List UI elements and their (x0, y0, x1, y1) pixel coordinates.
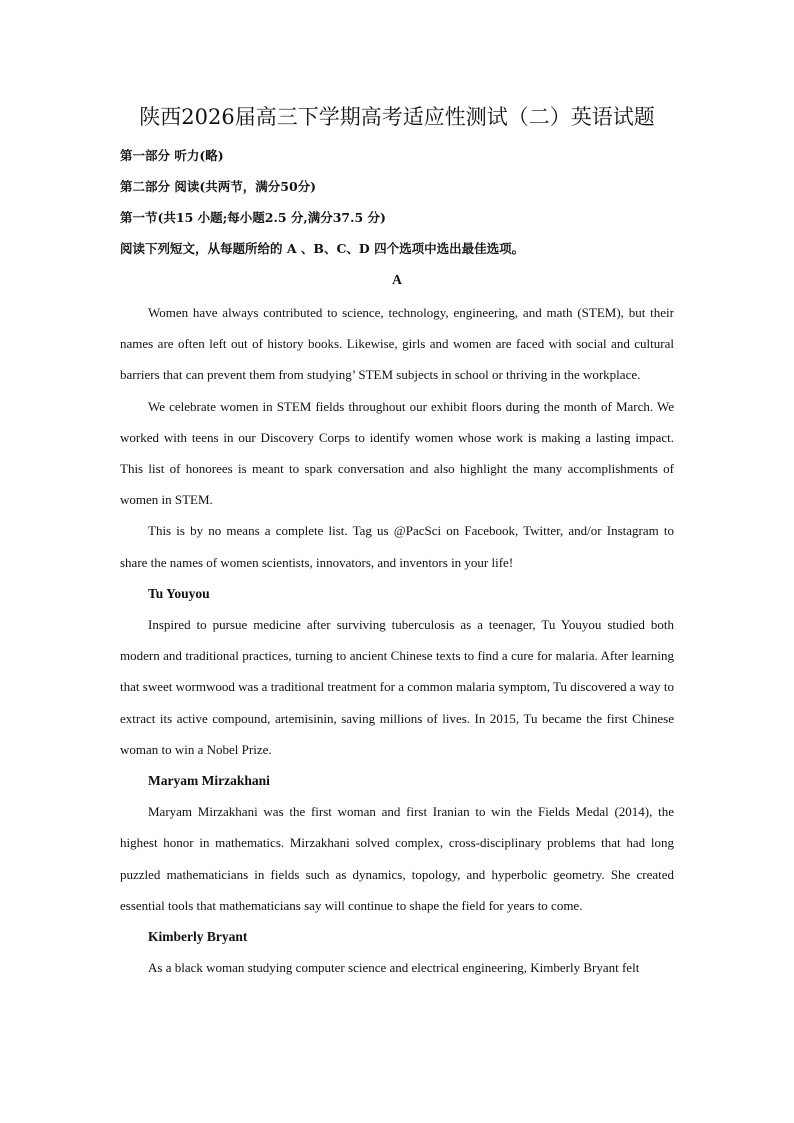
person-name: Kimberly Bryant (148, 929, 248, 945)
person-name: Tu Youyou (148, 585, 210, 601)
part1-heading: 第一部分 听力(略) (120, 148, 224, 163)
passage-label: A (392, 272, 402, 287)
document-page (120, 100, 674, 983)
person-bio: As a black woman studying computer science and electrical engineering, Kimberly Bryant felt (148, 960, 640, 976)
instructions: 阅读下列短文，从每题所给的 A 、B、C、D 四个选项中选出最佳选项。 (120, 241, 525, 256)
paragraph-intro: Women have always contributed to science, technology, engineering, and math (STEM), but their names are often left out of history books. Likewise, girls and women are faced with social and cultural barriers that can prevent them from studying’ STEM subjects in school or thriving in the workplace. (120, 305, 674, 383)
person-bio: Inspired to pursue medicine after surviving tuberculosis as a teenager, Tu Youyou studied both modern and traditional practices, turning to ancient Chinese texts to find a cure for malaria. After learning that sweet wormwood was a traditional treatment for a common malaria symptom, Tu discovered a way to extract its active compound, artemisinin, saving millions of lives. In 2015, Tu became the first Chinese woman to win a Nobel Prize. (120, 617, 674, 757)
page-title: 陕西2026届高三下学期高考适应性测试（二）英语试题 (139, 105, 655, 129)
part2-heading: 第二部分 阅读(共两节，满分50分) (120, 179, 317, 194)
section1-heading: 第一节(共15 小题;每小题2.5 分,满分37.5 分) (120, 210, 386, 225)
paragraph-celebrate: We celebrate women in STEM fields throughout our exhibit floors during the month of March. We worked with teens in our Discovery Corps to identify women whose work is making a lasting impact. This list of honorees is meant to spark conversation and also highlight the many accomplishments of women in STEM. (120, 398, 674, 508)
paragraph-list: This is by no means a complete list. Tag us @PacSci on Facebook, Twitter, and/or Instagram to share the names of women scientists, innovators, and inventors in your life! (120, 523, 674, 570)
person-bio: Maryam Mirzakhani was the first woman and first Iranian to win the Fields Medal (2014), the highest honor in mathematics. Mirzakhani solved complex, cross-disciplinary problems that had long puzzled mathematicians in fields such as dynamics, topology, and hyperbolic geometry. She created essential tools that mathematicians say will continue to shape the field for years to come. (120, 804, 674, 913)
person-name: Maryam Mirzakhani (148, 773, 270, 789)
